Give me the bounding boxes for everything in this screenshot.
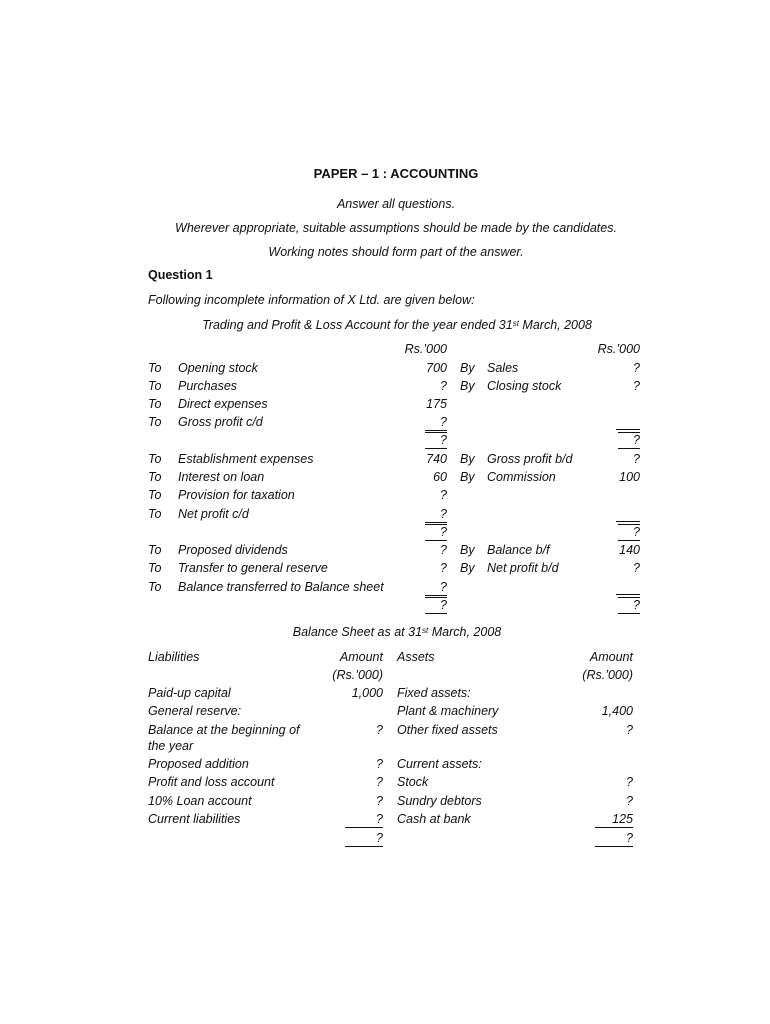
bs-liability-label: Proposed addition (148, 757, 249, 771)
tpl-debit-prefix: To (148, 507, 162, 521)
tpl-credit-amount: ? (633, 379, 640, 393)
tpl-debit-label: Establishment expenses (178, 452, 314, 466)
instruction-2: Wherever appropriate, suitable assumptions should be made by the candidates. (175, 221, 617, 235)
bs-liability-label: Balance at the beginning of (148, 723, 300, 737)
bs-liability-label: Profit and loss account (148, 775, 275, 789)
tpl-debit-prefix: To (148, 379, 162, 393)
bs-asset-amount: 125 (595, 812, 633, 828)
tpl-credit-total: ? (618, 432, 640, 449)
tpl-credit-label: Balance b/f (487, 543, 550, 557)
tpl-debit-label: Transfer to general reserve (178, 561, 328, 575)
bs-liabilities-total: ? (345, 831, 383, 847)
tpl-debit-amount: ? (425, 415, 447, 431)
tpl-debit-label: Provision for taxation (178, 488, 295, 502)
tpl-debit-prefix: To (148, 470, 162, 484)
tpl-debit-label: Opening stock (178, 361, 258, 375)
tpl-debit-prefix: To (148, 397, 162, 411)
bs-assets-header: Assets (397, 650, 435, 664)
tpl-debit-prefix: To (148, 415, 162, 429)
bs-liability-label-cont: the year (148, 739, 194, 753)
bs-asset-amount-header: Amount (589, 650, 633, 664)
tpl-credit-prefix: By (460, 561, 475, 575)
bs-asset-label: Plant & machinery (397, 704, 499, 718)
tpl-debit-amount: ? (440, 543, 447, 557)
bs-liab-amount-header: Amount (339, 650, 383, 664)
bs-assets-total: ? (595, 831, 633, 847)
question-heading: Question 1 (148, 268, 213, 282)
bs-asset-label: Sundry debtors (397, 794, 482, 808)
bs-asset-amount: ? (626, 723, 633, 737)
tpl-debit-total: ? (425, 597, 447, 614)
tpl-debit-total: ? (425, 524, 447, 541)
tpl-col-header-left: Rs.’000 (404, 342, 447, 356)
bs-asset-label: Other fixed assets (397, 723, 498, 737)
tpl-credit-prefix: By (460, 452, 475, 466)
bs-liability-amount: ? (376, 757, 383, 771)
tpl-credit-total: ? (618, 597, 640, 614)
paper-title: PAPER – 1 : ACCOUNTING (313, 166, 479, 181)
tpl-debit-amount: ? (440, 561, 447, 575)
tpl-debit-label: Purchases (178, 379, 238, 393)
tpl-debit-label: Net profit c/d (178, 507, 249, 521)
tpl-credit-prefix: By (460, 543, 475, 557)
tpl-credit-rule (616, 594, 640, 595)
bs-asset-label: Fixed assets: (397, 686, 471, 700)
tpl-debit-amount: ? (425, 507, 447, 523)
tpl-credit-rule (616, 521, 640, 522)
tpl-credit-label: Commission (487, 470, 556, 484)
bs-asset-amount: ? (626, 794, 633, 808)
bs-asset-label: Current assets: (397, 757, 482, 771)
bs-asset-label: Stock (397, 775, 429, 789)
tpl-credit-amount: ? (633, 452, 640, 466)
tpl-debit-amount: 60 (433, 470, 447, 484)
tpl-debit-label: Balance transferred to Balance sheet (178, 580, 384, 594)
tpl-debit-amount: 175 (426, 397, 447, 411)
bs-heading: Balance Sheet as at 31st March, 2008 (292, 625, 502, 639)
bs-asset-amount: 1,400 (601, 704, 633, 718)
tpl-credit-amount: ? (633, 361, 640, 375)
bs-liability-amount: ? (376, 723, 383, 737)
bs-liability-label: General reserve: (148, 704, 242, 718)
tpl-debit-amount: ? (440, 379, 447, 393)
tpl-debit-prefix: To (148, 361, 162, 375)
tpl-credit-rule (616, 429, 640, 430)
tpl-credit-amount: 100 (619, 470, 640, 484)
tpl-debit-amount: 740 (426, 452, 447, 466)
tpl-debit-prefix: To (148, 580, 162, 594)
instruction-1: Answer all questions. (336, 197, 456, 211)
tpl-debit-label: Interest on loan (178, 470, 265, 484)
tpl-debit-prefix: To (148, 561, 162, 575)
bs-asset-amount: ? (626, 775, 633, 789)
bs-liabilities-header: Liabilities (148, 650, 200, 664)
tpl-credit-amount: ? (633, 561, 640, 575)
tpl-credit-label: Net profit b/d (487, 561, 559, 575)
tpl-debit-amount: ? (425, 580, 447, 596)
tpl-credit-prefix: By (460, 470, 475, 484)
bs-asset-amount-unit: (Rs.’000) (582, 668, 633, 682)
question-intro: Following incomplete information of X Ltd. are given below: (148, 293, 475, 307)
tpl-debit-label: Direct expenses (178, 397, 268, 411)
tpl-debit-prefix: To (148, 488, 162, 502)
bs-liability-amount: 1,000 (351, 686, 383, 700)
instruction-3: Working notes should form part of the answer. (268, 245, 524, 259)
tpl-credit-total: ? (618, 524, 640, 541)
tpl-credit-prefix: By (460, 379, 475, 393)
bs-liability-label: 10% Loan account (148, 794, 252, 808)
bs-liab-amount-unit: (Rs.’000) (332, 668, 383, 682)
tpl-heading: Trading and Profit & Loss Account for the year ended 31st March, 2008 (202, 318, 592, 332)
tpl-debit-label: Proposed dividends (178, 543, 288, 557)
tpl-credit-amount: 140 (619, 543, 640, 557)
bs-liability-label: Current liabilities (148, 812, 241, 826)
tpl-credit-label: Closing stock (487, 379, 562, 393)
tpl-col-header-right: Rs.’000 (597, 342, 640, 356)
bs-liability-amount: ? (376, 775, 383, 789)
tpl-debit-amount: 700 (426, 361, 447, 375)
tpl-debit-prefix: To (148, 452, 162, 466)
tpl-credit-prefix: By (460, 361, 475, 375)
bs-liability-amount: ? (345, 812, 383, 828)
tpl-credit-label: Sales (487, 361, 519, 375)
tpl-credit-label: Gross profit b/d (487, 452, 573, 466)
tpl-debit-prefix: To (148, 543, 162, 557)
tpl-debit-label: Gross profit c/d (178, 415, 263, 429)
tpl-debit-amount: ? (440, 488, 447, 502)
bs-asset-label: Cash at bank (397, 812, 471, 826)
tpl-debit-total: ? (425, 432, 447, 449)
bs-liability-label: Paid-up capital (148, 686, 231, 700)
bs-liability-amount: ? (376, 794, 383, 808)
